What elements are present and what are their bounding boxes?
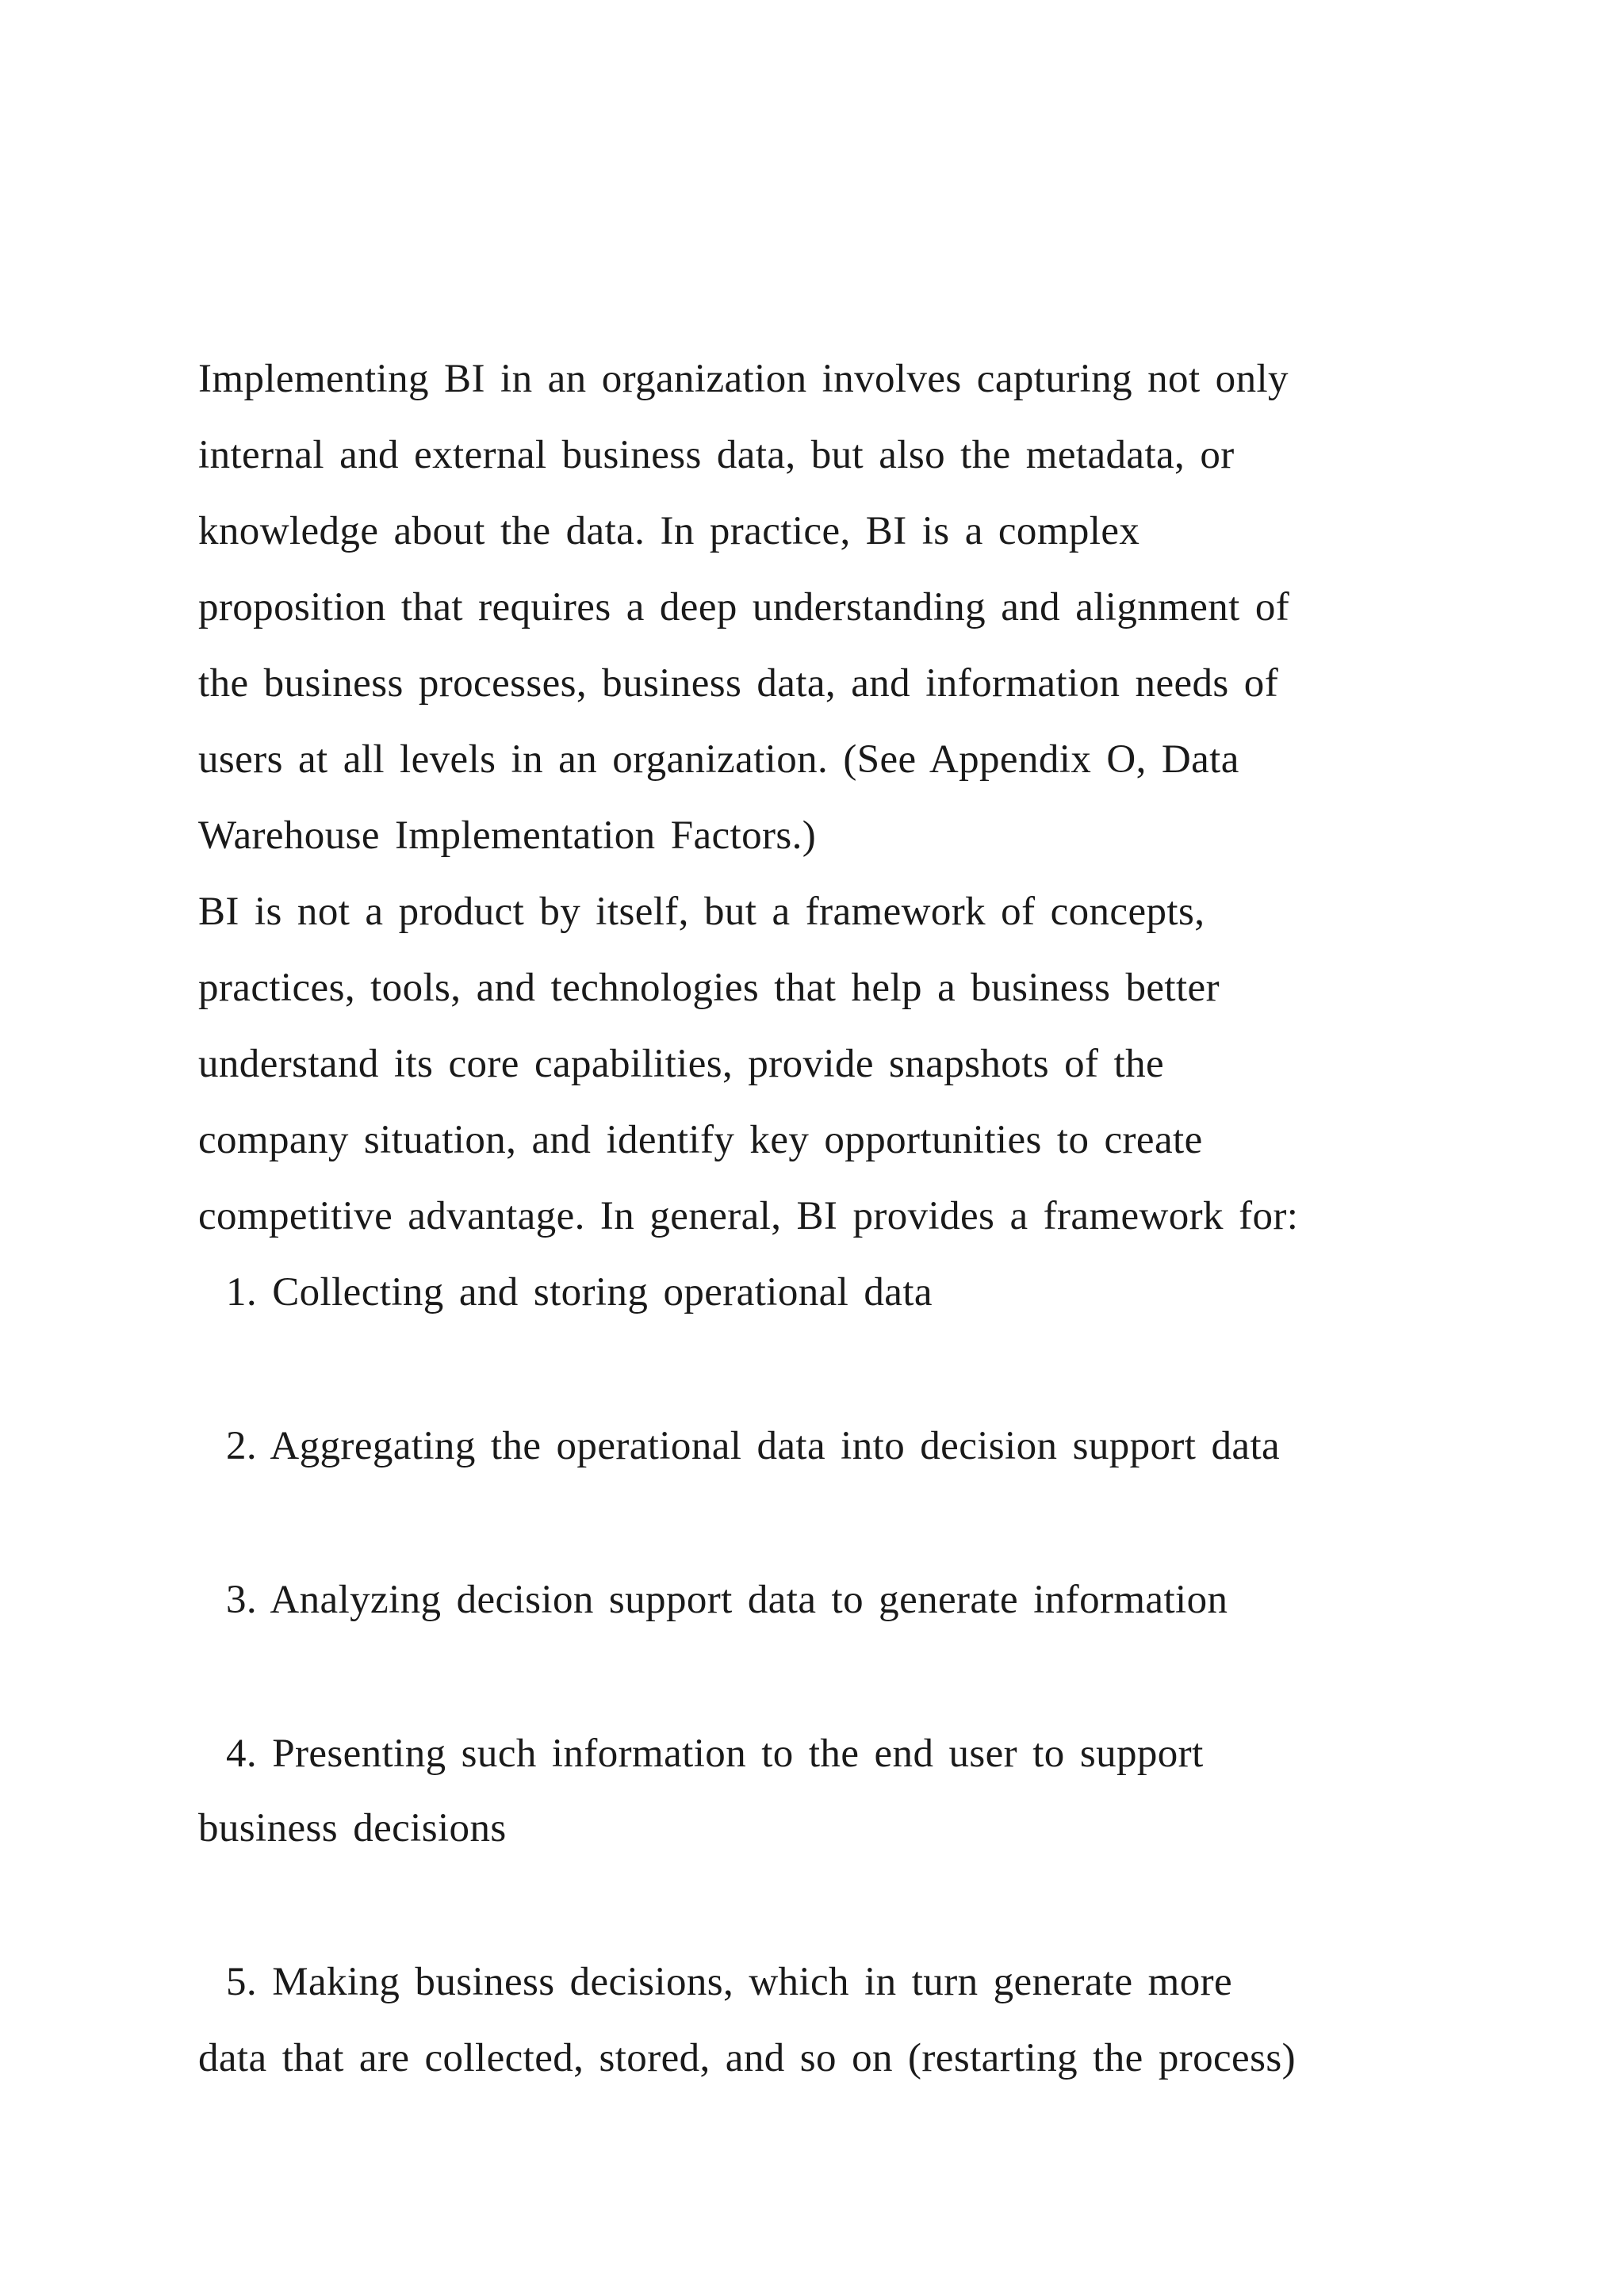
list-item-line xyxy=(226,1958,1232,2006)
paragraph-line: Implementing BI in an organization involves capturing not only xyxy=(198,357,1289,401)
list-item-text: Aggregating the operational data into decision support data xyxy=(270,1424,1281,1468)
paragraph-line: BI is not a product by itself, but a framework of concepts, xyxy=(198,890,1205,934)
paragraph-line: knowledge about the data. In practice, BI is a complex xyxy=(198,509,1140,553)
paragraph-line: internal and external business data, but also the metadata, or xyxy=(198,433,1235,477)
paragraph-line: proposition that requires a deep understanding and alignment of xyxy=(198,585,1290,629)
paragraph-line: competitive advantage. In general, BI provides a framework for: xyxy=(198,1194,1299,1238)
list-item-number: 2. xyxy=(226,1424,258,1468)
list-item-text: Making business decisions, which in turn generate more xyxy=(272,1960,1233,2004)
list-item-line xyxy=(226,1269,933,1316)
paragraph-line: the business processes, business data, and information needs of xyxy=(198,661,1279,706)
list-item-text: Analyzing decision support data to generate information xyxy=(270,1578,1228,1622)
list-item-number: 5. xyxy=(226,1960,258,2004)
paragraph-line: Warehouse Implementation Factors.) xyxy=(198,813,817,858)
list-item-text: Collecting and storing operational data xyxy=(272,1270,933,1314)
list-item-line xyxy=(226,1422,1280,1470)
paragraph-line: company situation, and identify key opportunities to create xyxy=(198,1118,1203,1162)
paragraph-line: understand its core capabilities, provide snapshots of the xyxy=(198,1042,1165,1086)
list-item-line xyxy=(226,1730,1204,1777)
paragraph-line: practices, tools, and technologies that help a business better xyxy=(198,966,1220,1010)
list-item-number: 3. xyxy=(226,1578,258,1622)
paragraph-line: users at all levels in an organization. (See Appendix O, Data xyxy=(198,737,1239,782)
list-item-continuation: data that are collected, stored, and so on (restarting the process) xyxy=(198,2036,1296,2080)
list-item-continuation: business decisions xyxy=(198,1806,507,1850)
list-item-number: 4. xyxy=(226,1732,258,1776)
list-item-number: 1. xyxy=(226,1270,258,1314)
list-item-text: Presenting such information to the end user to support xyxy=(272,1732,1204,1776)
list-item-line xyxy=(226,1576,1228,1624)
